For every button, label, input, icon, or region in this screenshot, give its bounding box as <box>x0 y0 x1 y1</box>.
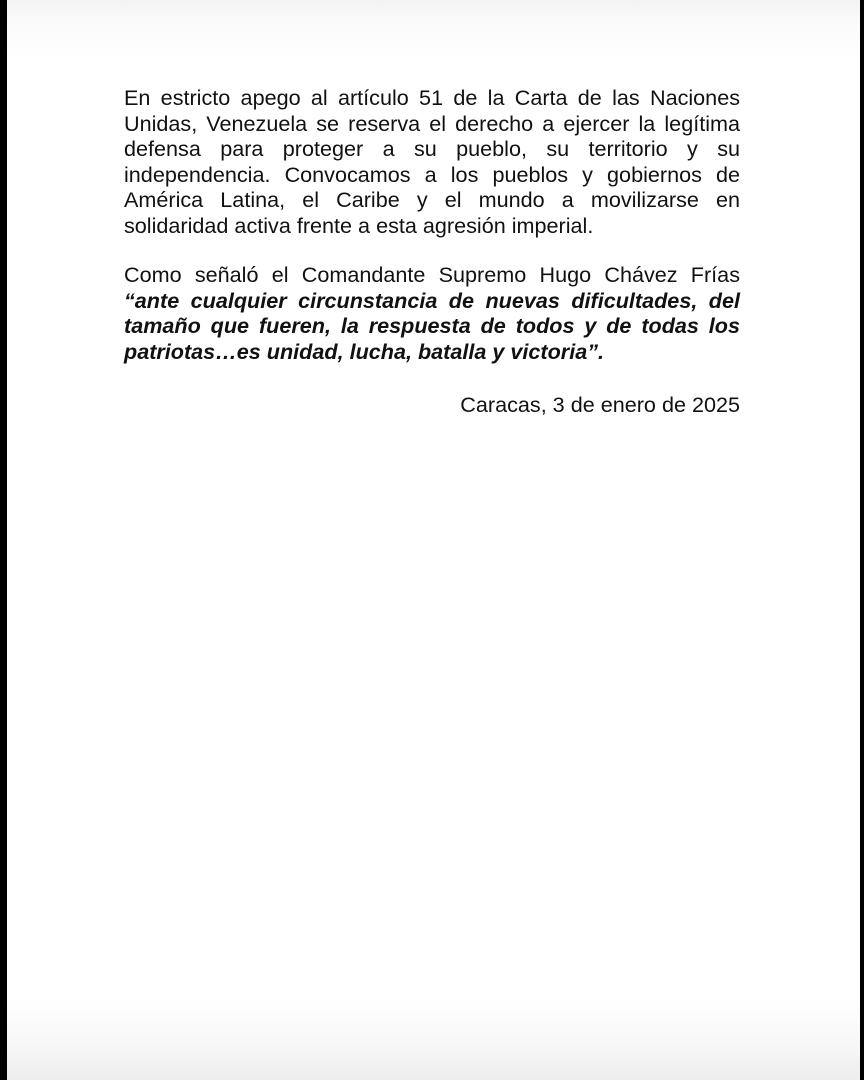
paragraph-chavez-quote <box>124 262 740 364</box>
paragraph-article-51: En estricto apego al artículo 51 de la Carta de las Naciones Unidas, Venezuela se reserva el derecho a ejercer la legítima defensa para proteger a su pueblo, su territorio y su independencia. Convocamos a los pueblos y gobiernos de América Latina, el Caribe y el mundo a movilizarse en solidaridad activa frente a esta agresión imperial. <box>124 85 740 238</box>
quote-intro: Como señaló el Comandante Supremo Hugo Chávez Frías <box>124 262 740 287</box>
place-and-date: Caracas, 3 de enero de 2025 <box>460 392 740 417</box>
document-page <box>7 0 860 1080</box>
quote-text: “ante cualquier circunstancia de nuevas dificultades, del tamaño que fueren, la respuesta de todos y de todas los patriotas…es unidad, lucha, batalla y victoria”. <box>124 287 740 364</box>
